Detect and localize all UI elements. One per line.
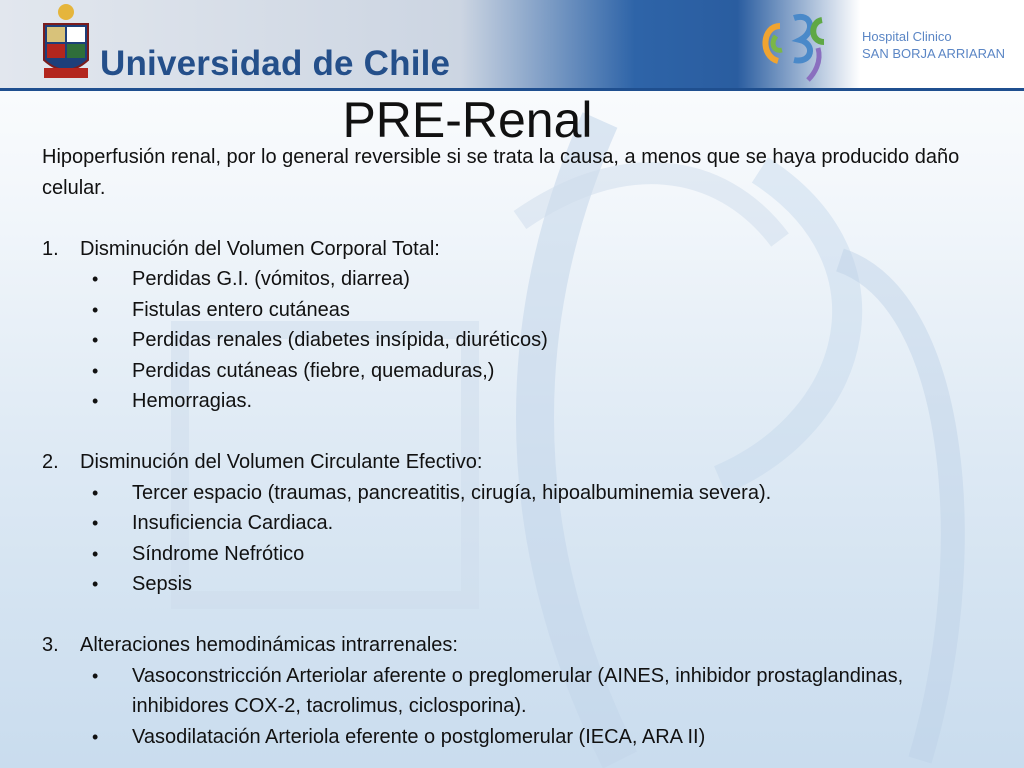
section-3 xyxy=(42,630,972,752)
hospital-logo xyxy=(752,6,852,86)
bullet-item xyxy=(92,325,972,356)
section-2 xyxy=(42,447,972,600)
section-1 xyxy=(42,234,972,417)
bullet-item xyxy=(92,356,972,387)
bullet-icon: • xyxy=(92,726,99,747)
bullet-icon: • xyxy=(92,360,99,381)
bullet-icon: • xyxy=(92,543,99,564)
hospital-name xyxy=(862,28,1005,62)
section-number: 3. xyxy=(42,634,59,656)
section-heading xyxy=(42,447,972,478)
bullet-icon: • xyxy=(92,391,99,411)
university-crest-logo xyxy=(38,2,94,82)
section-number: 1. xyxy=(42,237,59,260)
bullet-icon: • xyxy=(92,330,99,350)
section-heading-text: Alteraciones hemodinámicas intrarrenales: xyxy=(80,634,458,656)
bullet-text: Insuficiencia Cardiaca. xyxy=(132,512,334,534)
bullet-item xyxy=(92,478,972,509)
bullet-list xyxy=(42,264,972,417)
slide-title: PRE-Renal xyxy=(342,92,593,148)
hospital-name-line2: SAN BORJA ARRIARAN xyxy=(862,46,1006,61)
bullet-icon: • xyxy=(92,513,99,533)
section-heading xyxy=(42,630,972,661)
section-heading-text: Disminución del Volumen Corporal Total: xyxy=(80,237,440,260)
bullet-text: Perdidas renales (diabetes insípida, diuréticos) xyxy=(132,329,548,351)
bullet-item xyxy=(92,722,972,753)
bullet-text: Vasodilatación Arteriola eferente o postglomerular (IECA, ARA II) xyxy=(132,725,706,748)
section-heading-text: Disminución del Volumen Circulante Efectivo: xyxy=(80,451,483,473)
bullet-item xyxy=(92,569,972,600)
bullet-text: Fistulas entero cutáneas xyxy=(132,298,350,321)
bullet-item xyxy=(92,264,972,295)
bullet-text: Perdidas cutáneas (fiebre, quemaduras,) xyxy=(132,359,495,382)
bullet-list xyxy=(42,478,972,600)
bullet-text: Hemorragias. xyxy=(132,390,253,412)
bullet-item xyxy=(92,539,972,570)
slide-content xyxy=(42,142,972,752)
bullet-item xyxy=(92,295,972,326)
bullet-text: Síndrome Nefrótico xyxy=(132,542,305,565)
bullet-icon: • xyxy=(92,299,99,320)
bullet-icon: • xyxy=(92,482,99,503)
bullet-text: Vasoconstricción Arteriolar aferente o preglomerular (AINES, inhibidor prostaglandinas, inhibidores COX-2, tacrolimus, ciclosporina). xyxy=(132,664,904,717)
bullet-item xyxy=(92,386,972,417)
bullet-icon: • xyxy=(92,269,99,289)
hospital-name-line1: Hospital Clinico xyxy=(862,29,952,44)
bullet-icon: • xyxy=(92,665,99,686)
header-banner xyxy=(0,0,1024,90)
section-number: 2. xyxy=(42,451,59,473)
bullet-icon: • xyxy=(92,574,99,594)
bullet-item xyxy=(92,508,972,539)
university-name: Universidad de Chile xyxy=(100,44,451,83)
section-heading xyxy=(42,234,972,265)
intro-paragraph: Hipoperfusión renal, por lo general reversible si se trata la causa, a menos que se haya producido daño celular. xyxy=(42,146,960,199)
bullet-text: Perdidas G.I. (vómitos, diarrea) xyxy=(132,268,410,290)
bullet-item xyxy=(92,661,972,722)
bullet-list xyxy=(42,661,972,753)
bullet-text: Tercer espacio (traumas, pancreatitis, cirugía, hipoalbuminemia severa). xyxy=(132,481,772,504)
bullet-text: Sepsis xyxy=(132,573,193,595)
